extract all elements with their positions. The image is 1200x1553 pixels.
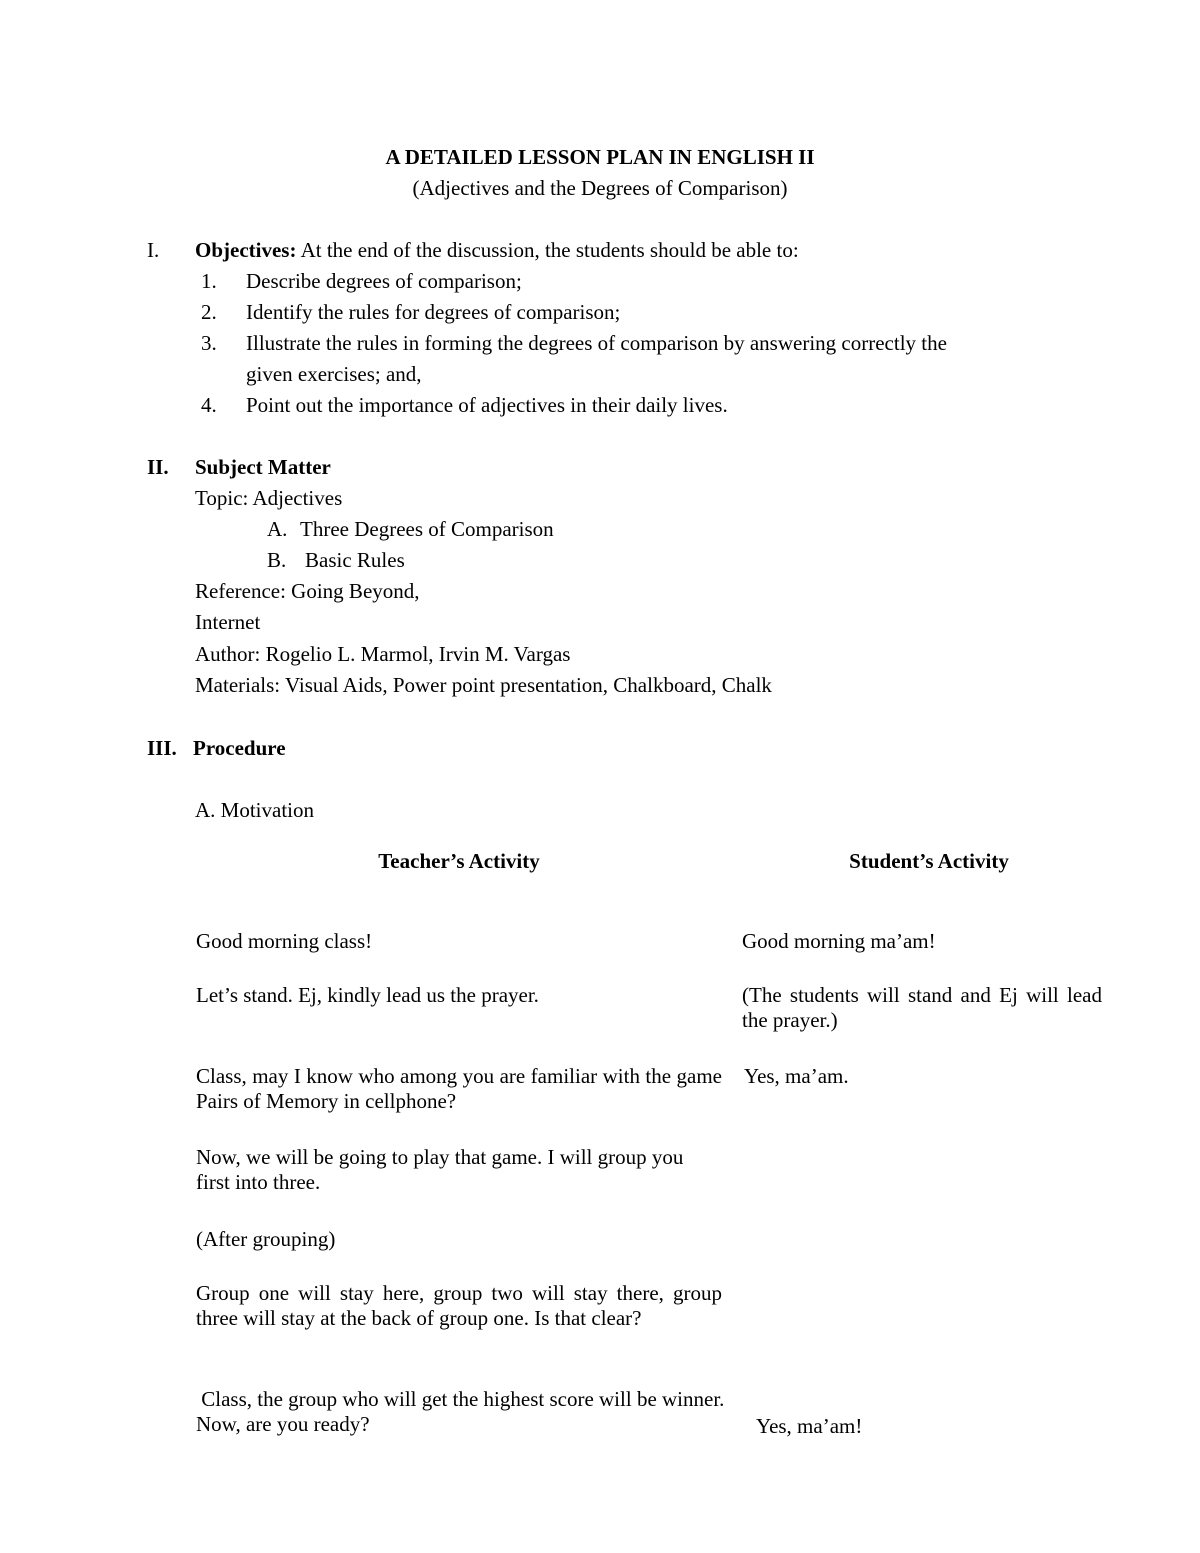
student-activity-header: Student’s Activity bbox=[849, 849, 1009, 873]
list-item: Illustrate the rules in forming the degrees of comparison by answering correctly the bbox=[246, 331, 947, 355]
subtopic-letter: B. bbox=[267, 548, 287, 572]
list-item-number: 2. bbox=[201, 300, 217, 324]
subject-matter-heading: Subject Matter bbox=[195, 455, 331, 479]
teacher-line: Let’s stand. Ej, kindly lead us the prayer. bbox=[196, 983, 539, 1007]
teacher-activity-header: Teacher’s Activity bbox=[378, 849, 540, 873]
student-line: Yes, ma’am. bbox=[744, 1064, 849, 1088]
subtopic: Basic Rules bbox=[305, 548, 405, 572]
student-line: (The students will stand and Ej will lead the prayer.) bbox=[742, 983, 1102, 1033]
list-item: Describe degrees of comparison; bbox=[246, 269, 522, 293]
teacher-line: Now, we will be going to play that game. I will group you first into three. bbox=[196, 1145, 684, 1195]
objectives-line bbox=[195, 238, 799, 263]
document-title: A DETAILED LESSON PLAN IN ENGLISH II bbox=[385, 145, 815, 169]
author-line: Author: Rogelio L. Marmol, Irvin M. Vargas bbox=[195, 642, 571, 666]
list-item-number: 3. bbox=[201, 331, 217, 355]
teacher-line: Good morning class! bbox=[196, 929, 373, 953]
list-item-continuation: given exercises; and, bbox=[246, 362, 422, 386]
reference-line: Reference: Going Beyond, bbox=[195, 579, 420, 603]
materials-line: Materials: Visual Aids, Power point presentation, Chalkboard, Chalk bbox=[195, 673, 772, 697]
teacher-line: Class, may I know who among you are familiar with the game Pairs of Memory in cellphone? bbox=[196, 1064, 722, 1114]
internet-line: Internet bbox=[195, 610, 261, 634]
student-line: Good morning ma’am! bbox=[742, 929, 936, 953]
objectives-intro: At the end of the discussion, the students should be able to: bbox=[300, 238, 799, 262]
topic-line: Topic: Adjectives bbox=[195, 486, 343, 510]
section-numeral: II. bbox=[147, 455, 169, 479]
list-item-number: 1. bbox=[201, 269, 217, 293]
list-item: Point out the importance of adjectives in their daily lives. bbox=[246, 393, 728, 417]
list-item: Identify the rules for degrees of comparison; bbox=[246, 300, 621, 324]
teacher-line: Class, the group who will get the highest score will be winner. Now, are you ready? bbox=[196, 1387, 730, 1437]
section-numeral: III. bbox=[147, 736, 177, 760]
procedure-heading: Procedure bbox=[193, 736, 286, 760]
subtopic: Three Degrees of Comparison bbox=[300, 517, 554, 541]
teacher-line: Group one will stay here, group two will stay there, group three will stay at the back of group one. Is that clear? bbox=[196, 1281, 722, 1331]
subtopic-letter: A. bbox=[267, 517, 288, 541]
list-item-number: 4. bbox=[201, 393, 217, 417]
motivation-heading: A. Motivation bbox=[195, 798, 314, 822]
objectives-heading: Objectives: bbox=[195, 238, 297, 262]
student-line: Yes, ma’am! bbox=[756, 1414, 863, 1438]
teacher-line: (After grouping) bbox=[196, 1227, 336, 1251]
document-subtitle: (Adjectives and the Degrees of Comparison) bbox=[412, 176, 788, 200]
section-numeral: I. bbox=[147, 238, 160, 262]
